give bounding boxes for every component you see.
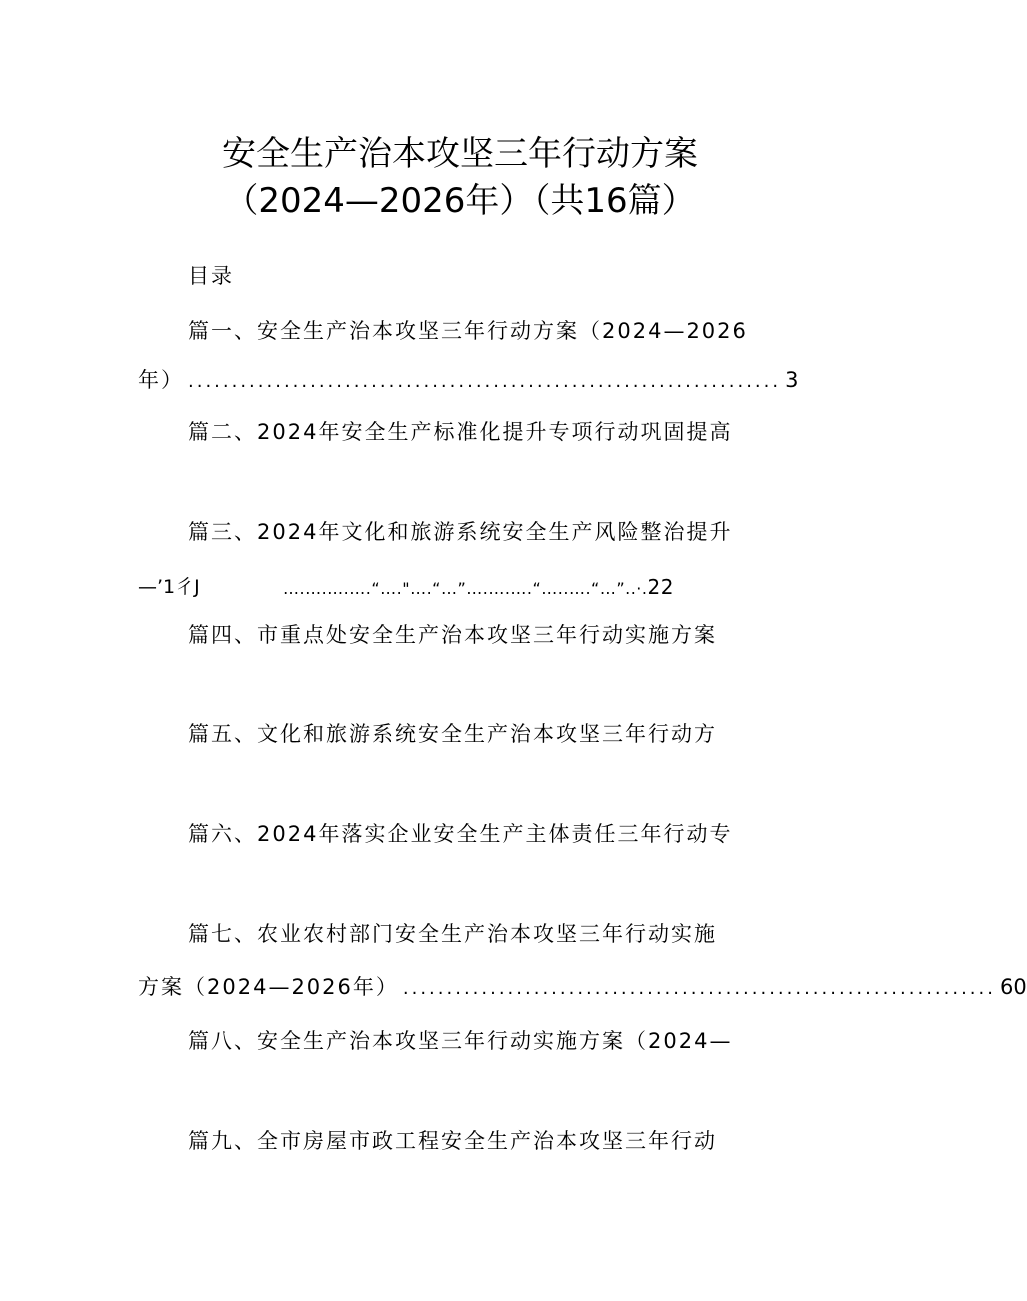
toc-entry-3-leader: [283, 573, 674, 603]
toc-leader-dots: ....................................................................: [402, 978, 996, 999]
toc-entry-3-tail: —’1彳J: [138, 576, 200, 598]
toc-page-number: 3: [785, 368, 799, 392]
toc-entry-7-continuation[interactable]: [138, 973, 1027, 1003]
toc-entry-4[interactable]: 篇四、市重点处安全生产治本攻坚三年行动实施方案: [188, 623, 717, 647]
toc-entry-7-tail: 方案（2024—2026年）: [138, 975, 399, 999]
toc-leader-dots: ….….….….“…."….“…”….….….“…..….“…”..·.: [283, 579, 648, 598]
document-subtitle: （2024—2026年）（共16篇）: [224, 181, 696, 221]
toc-page-number: 60: [999, 975, 1027, 999]
toc-entry-3[interactable]: 篇三、2024年文化和旅游系统安全生产风险整治提升: [188, 520, 733, 544]
toc-entry-1-tail: 年）: [138, 368, 184, 392]
toc-page-number: 22: [647, 575, 674, 599]
toc-heading: 目录: [188, 264, 234, 288]
toc-entry-9[interactable]: 篇九、全市房屋市政工程安全生产治本攻坚三年行动: [188, 1129, 717, 1153]
toc-entry-5[interactable]: 篇五、文化和旅游系统安全生产治本攻坚三年行动方: [188, 722, 717, 746]
toc-entry-2[interactable]: 篇二、2024年安全生产标准化提升专项行动巩固提高: [188, 420, 733, 444]
document-title: 安全生产治本攻坚三年行动方案: [222, 134, 698, 174]
toc-entry-1[interactable]: 篇一、安全生产治本攻坚三年行动方案（2024—2026: [188, 319, 748, 343]
toc-leader-dots: ....................................................................: [188, 371, 782, 392]
toc-entry-7[interactable]: 篇七、农业农村部门安全生产治本攻坚三年行动实施: [188, 922, 717, 946]
toc-entry-1-continuation[interactable]: [138, 366, 799, 396]
toc-entry-8[interactable]: 篇八、安全生产治本攻坚三年行动实施方案（2024—: [188, 1029, 733, 1053]
toc-entry-6[interactable]: 篇六、2024年落实企业安全生产主体责任三年行动专: [188, 822, 733, 846]
